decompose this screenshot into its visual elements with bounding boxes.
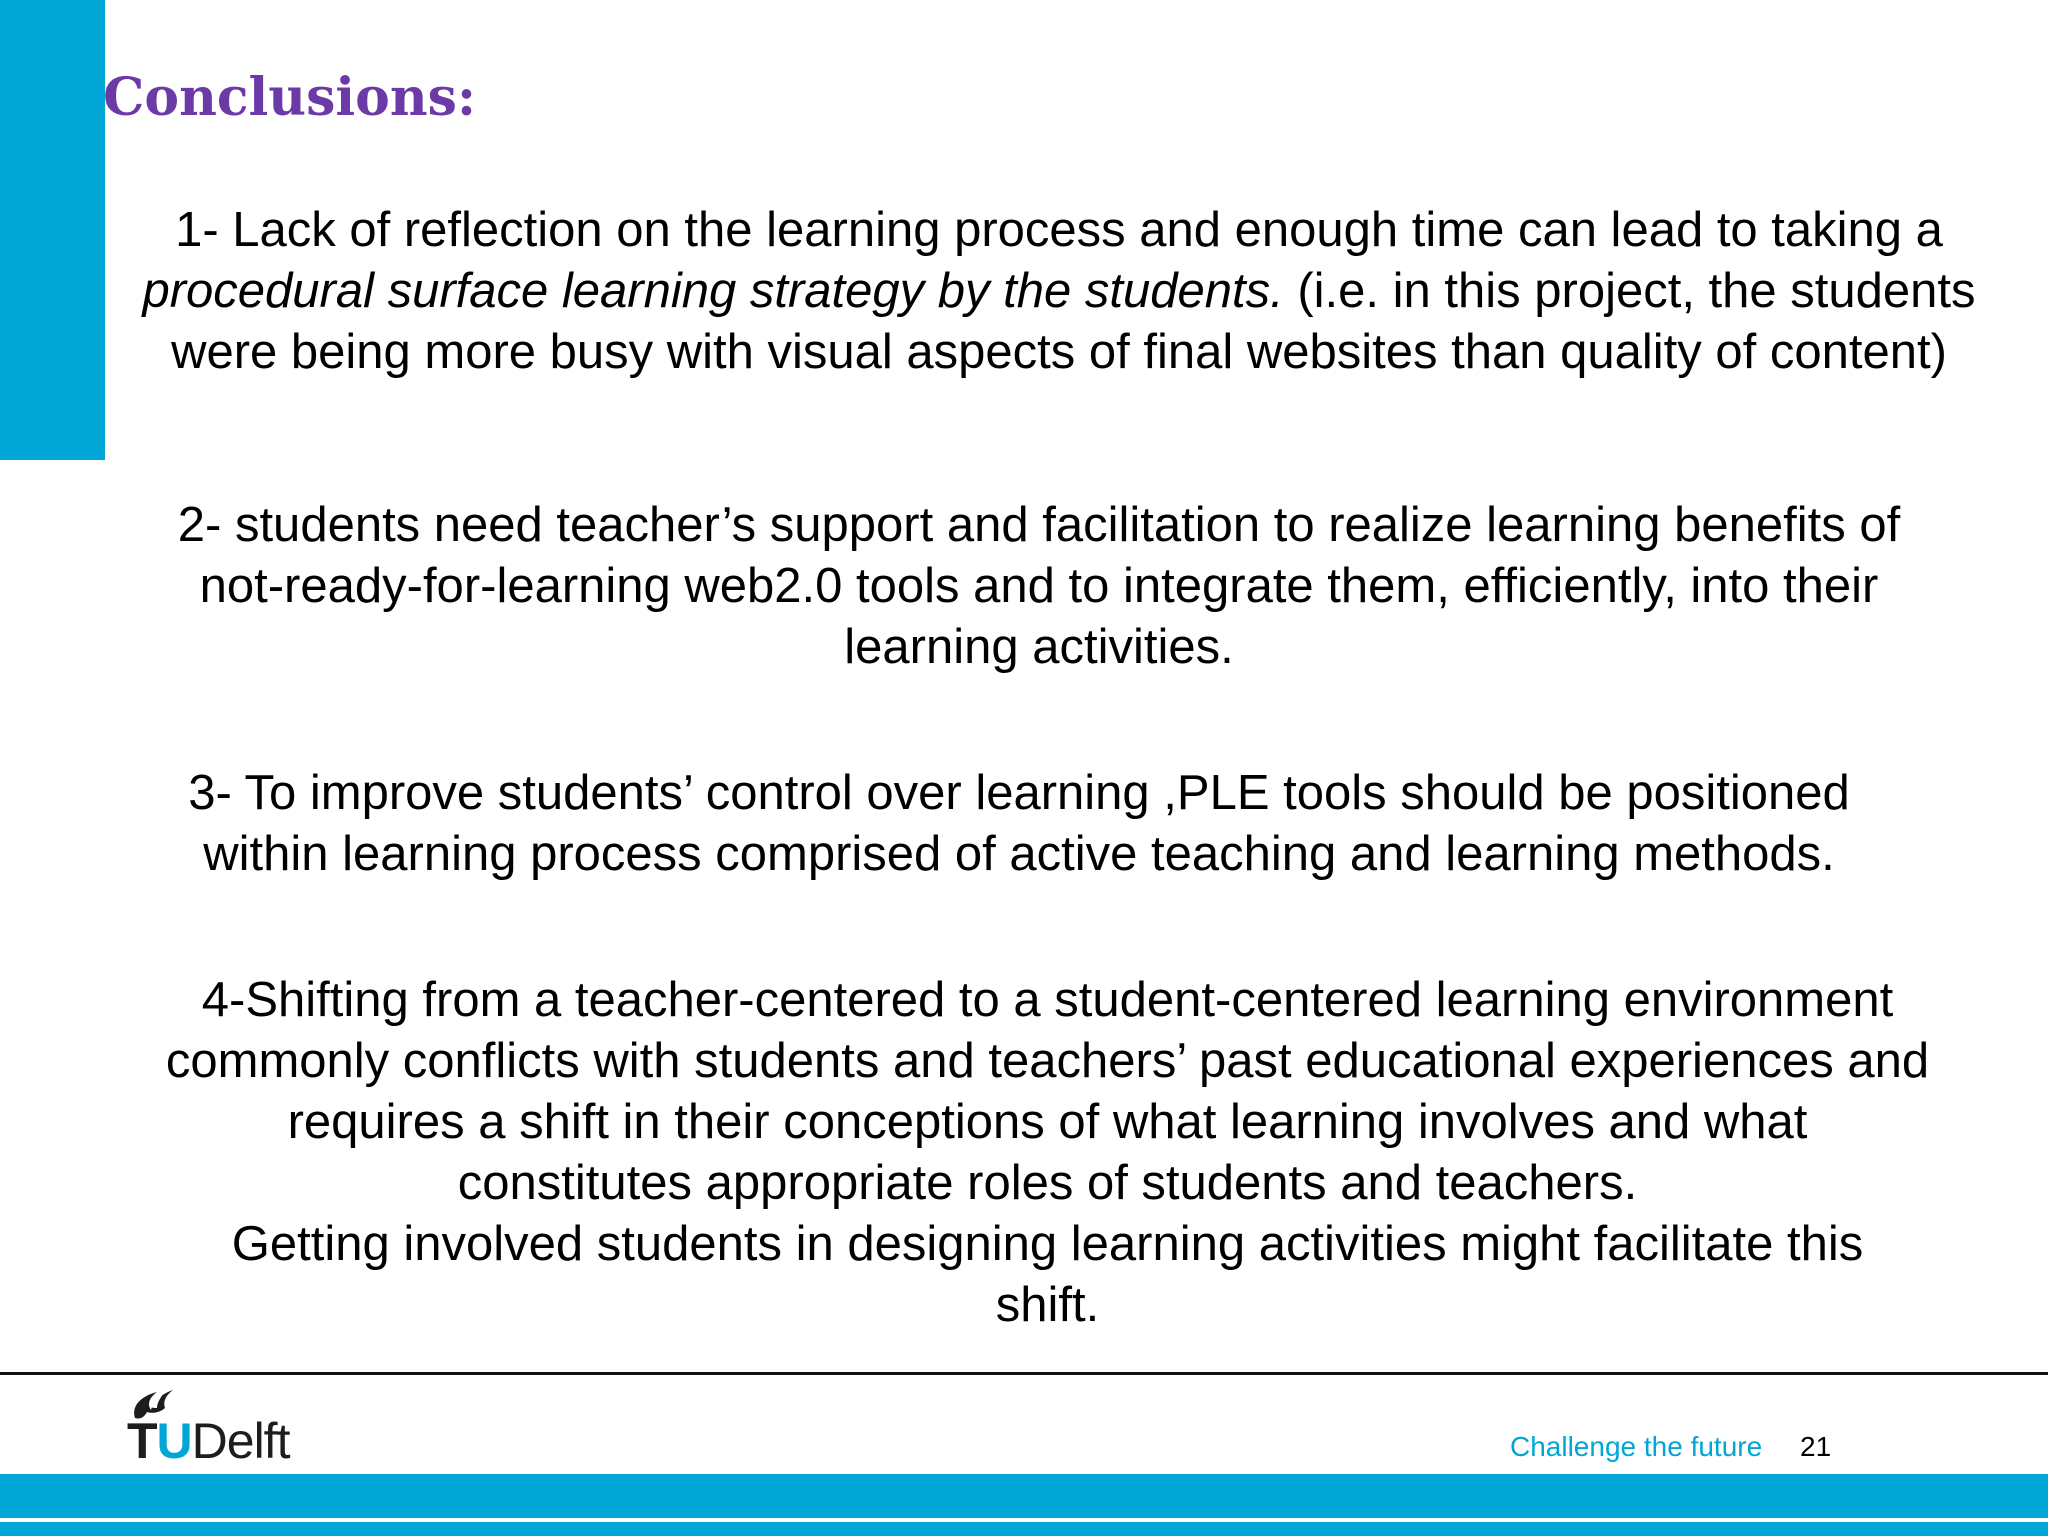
conclusion-2 — [70, 495, 2008, 678]
conclusion-4-line-4: constitutes appropriate roles of students and teachers. — [457, 1156, 1638, 1210]
logo-delft: Delft — [191, 1413, 290, 1469]
conclusion-3 — [70, 763, 1968, 885]
conclusion-1-line-2-rest: (i.e. in this project, the students — [1283, 264, 1976, 318]
footer-divider — [0, 1372, 2048, 1375]
conclusion-2-line-2: not-ready-for-learning web2.0 tools and to integrate them, efficiently, into their — [199, 559, 1879, 613]
conclusion-2-line-3: learning activities. — [844, 620, 1234, 674]
conclusion-4-line-5: Getting involved students in designing learning activities might facilitate this — [231, 1217, 1864, 1271]
tu-delft-wordmark — [127, 1413, 290, 1469]
conclusion-3-line-1: 3- To improve students’ control over learning ,PLE tools should be positioned — [188, 766, 1850, 820]
bottom-accent-band — [0, 1474, 2048, 1518]
footer-tagline: Challenge the future — [1510, 1431, 1763, 1462]
tu-delft-logo — [127, 1382, 337, 1469]
bottom-accent-band-thin — [0, 1522, 2048, 1536]
conclusion-4-line-3: requires a shift in their conceptions of what learning involves and what — [287, 1095, 1808, 1149]
conclusion-1-italic-text: procedural surface learning strategy by the students. — [142, 264, 1284, 318]
conclusion-1-line-2 — [70, 261, 2048, 322]
page-number: 21 — [1800, 1431, 1832, 1462]
conclusion-4 — [70, 970, 2025, 1336]
logo-tu: TU — [127, 1413, 192, 1469]
conclusion-1 — [70, 200, 2048, 383]
conclusion-1-line-1: 1- Lack of reflection on the learning process and enough time can lead to taking a — [175, 203, 1943, 257]
conclusion-1-line-3: were being more busy with visual aspects of final websites than quality of content) — [171, 325, 1947, 379]
conclusion-3-line-2: within learning process comprised of active teaching and learning methods. — [203, 827, 1835, 881]
conclusion-2-line-1: 2- students need teacher’s support and facilitation to realize learning benefits of — [177, 498, 1901, 552]
conclusion-4-line-2: commonly conflicts with students and teachers’ past educational experiences and — [165, 1034, 1930, 1088]
slide-title: Conclusions: — [103, 67, 477, 128]
conclusion-4-line-1: 4-Shifting from a teacher-centered to a student-centered learning environment — [201, 973, 1894, 1027]
conclusion-4-line-6: shift. — [995, 1278, 1100, 1332]
